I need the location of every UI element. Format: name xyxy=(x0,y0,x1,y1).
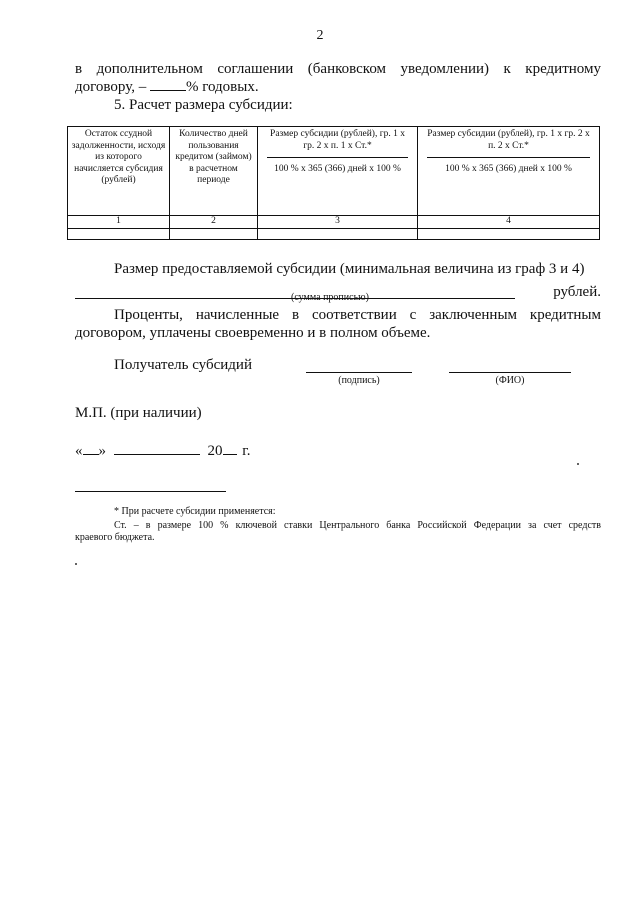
header-subsidy-p1: Размер субсидии (рублей), гр. 1 х гр. 2 х п. 1 х Ст.* 100 % х 365 (366) дней х 100 % xyxy=(258,127,418,216)
day-blank xyxy=(83,454,99,455)
full-name-field xyxy=(449,372,571,373)
column-number: 3 xyxy=(258,216,418,229)
scan-speck xyxy=(577,463,579,465)
header-subsidy-p2: Размер субсидии (рублей), гр. 1 х гр. 2 х п. 2 х Ст.* 100 % х 365 (366) дней х 100 % xyxy=(418,127,600,216)
table-row xyxy=(68,216,600,229)
subsidy-calculation-table xyxy=(67,126,600,240)
full-name-caption: (ФИО) xyxy=(495,375,525,386)
header-loan-balance: Остаток ссудной задолженности, исходя из которого начисляется субсидия (рублей) xyxy=(68,127,170,216)
footnote-line-3: краевого бюджета. xyxy=(75,532,155,543)
intro-paragraph xyxy=(75,60,601,96)
intro-line-1: в дополнительном соглашении (банковском уведомлении) к кредитному xyxy=(75,61,601,77)
table-cell xyxy=(170,228,258,239)
amount-unit: рублей. xyxy=(553,284,601,300)
interest-line-1: Проценты, начисленные в соответствии с заключенным кредитным xyxy=(114,307,601,323)
table-cell xyxy=(418,228,600,239)
rate-blank xyxy=(150,90,186,91)
year-blank xyxy=(223,454,237,455)
amount-caption: (сумма прописью) xyxy=(291,292,369,303)
table-cell xyxy=(258,228,418,239)
page-number: 2 xyxy=(316,28,324,43)
table-cell xyxy=(68,228,170,239)
intro-line-2: договору, – % годовых. xyxy=(75,79,259,95)
recipient-label: Получатель субсидий xyxy=(114,357,252,373)
column-number: 4 xyxy=(418,216,600,229)
table-header-row xyxy=(68,127,600,216)
signature-caption: (подпись) xyxy=(338,375,380,386)
formula-p2: 100 % х 365 (366) дней х 100 % xyxy=(445,164,572,174)
date-line: « » 20 г. xyxy=(75,443,251,459)
column-number: 1 xyxy=(68,216,170,229)
interest-line-2: договором, уплачены своевременно и в полном объеме. xyxy=(75,325,431,341)
formula-p1: 100 % х 365 (366) дней х 100 % xyxy=(274,164,401,174)
month-blank xyxy=(114,454,200,455)
interest-paragraph xyxy=(75,306,601,342)
header-days-count: Количество дней пользования кредитом (займом) в расчетном периоде xyxy=(170,127,258,216)
footnote-separator xyxy=(75,491,226,492)
footnote-body xyxy=(75,520,601,544)
column-number: 2 xyxy=(170,216,258,229)
stamp-place: М.П. (при наличии) xyxy=(75,405,202,421)
signature-field xyxy=(306,372,412,373)
scan-speck xyxy=(75,563,77,565)
footnote-line-1: * При расчете субсидии применяется: xyxy=(114,506,276,517)
subsidy-size-text: Размер предоставляемой субсидии (минимальная величина из граф 3 и 4) xyxy=(114,261,585,277)
table-row xyxy=(68,228,600,239)
footnote-line-2: Ст. – в размере 100 % ключевой ставки Центрального банка Российской Федерации за счет средств xyxy=(114,520,601,531)
section-title: 5. Расчет размера субсидии: xyxy=(114,97,293,113)
